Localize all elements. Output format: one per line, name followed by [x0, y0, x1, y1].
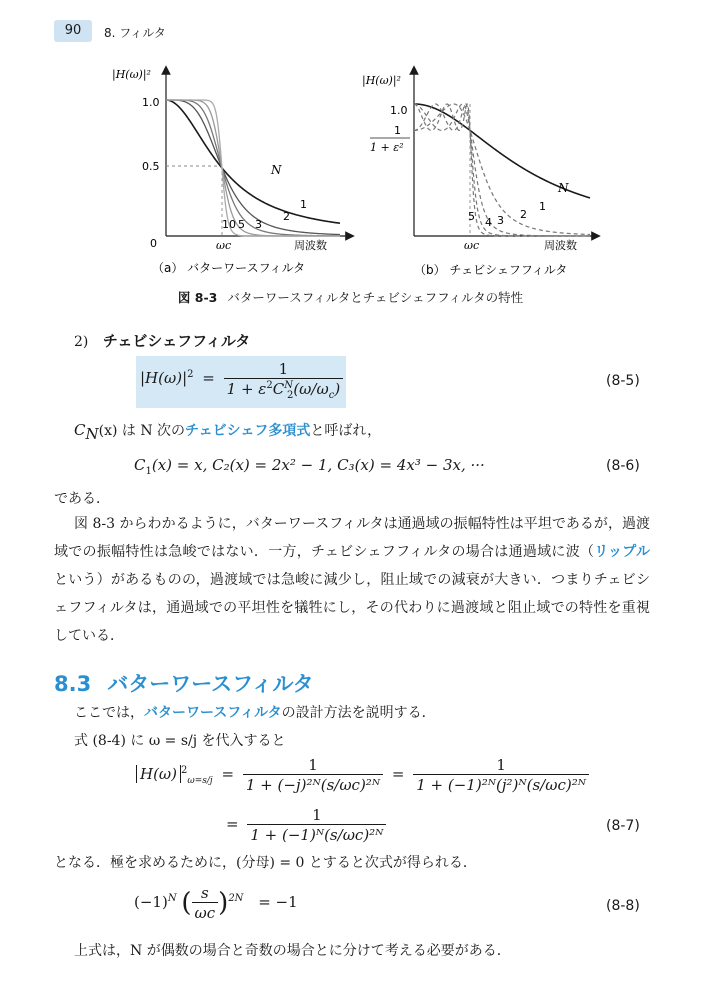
- subsection-number: 2): [74, 334, 89, 350]
- left-xlabel: 周波数: [294, 239, 327, 252]
- butterworth-curve-n2: [166, 100, 340, 235]
- right-n-label: N: [558, 181, 569, 195]
- paragraph-comparison: 図 8-3 からわかるように，バターワースフィルタは通過域の振幅特性は平坦であるが，過渡域での振幅特性は急峻ではない．一方，チェビシェフフィルタの場合は通過域に波（リップルという）があるものの，過渡域では急峻に減少し，阻止域での減衰が大きい．つまりチェビシェフフィルタは，通過域での平坦性を犠牲にし，その代わりに過渡域と阻止域での特性を重視している．: [54, 516, 650, 644]
- eq85-den: $1 + \varepsilon^2C^N_2(\omega/\omega_c)$: [224, 378, 344, 398]
- eq85-num: 1: [278, 360, 289, 378]
- eq87-exp: 2: [181, 765, 188, 776]
- cheb-label-2: 2: [520, 208, 527, 221]
- paragraph-substitute: 式 (8-4) に ω = s/j を代入すると: [74, 733, 286, 749]
- equation-8-7-line2: = $\frac{1}{\text{1 + (−1)ᴺ(s/ωc)²ᴺ}}$: [222, 806, 386, 844]
- paragraph-poles: となる．極を求めるために，(分母) = 0 とすると次式が得られる．: [54, 855, 477, 871]
- paragraph-cn: $C_N(x)$ は N 次のチェビシェフ多項式と呼ばれ，: [74, 421, 382, 443]
- right-ytick-ripple-den: 1 + ε²: [370, 141, 404, 154]
- paragraph-intro: ここでは，バターワースフィルタの設計方法を説明する．: [74, 705, 436, 721]
- equation-8-8: $(-1)^N$ ( $\frac{s}{\omega c}$ )$^{2N}$ = −1: [134, 884, 298, 922]
- eq85-fraction: [224, 360, 344, 401]
- butterworth-plot: [112, 68, 350, 252]
- cheb-label-1: 1: [539, 200, 546, 213]
- eq87-frac3: $\frac{1}{\text{1 + (−1)ᴺ(s/ωc)²ᴺ}}$: [247, 806, 386, 844]
- eq85-exp: 2: [187, 369, 194, 380]
- eq87-frac2: $\frac{1}{\text{1 + (−1)²ᴺ(j²)ᴺ(s/ωc)²ᴺ}}$: [413, 756, 589, 794]
- order-label-5: 5: [238, 218, 245, 231]
- cheb-label-3: 3: [497, 214, 504, 227]
- eq-number-8-6: (8-6): [606, 458, 640, 474]
- section-number: 8.3: [54, 672, 92, 696]
- figure-8-3: [0, 0, 701, 300]
- eq87-frac1: $\frac{1}{\text{1 + (−j)²ᴺ(s/ωc)²ᴺ}}$: [243, 756, 383, 794]
- subcaption-b: （b） チェビシェフフィルタ: [414, 263, 568, 277]
- left-ytick-05: 0.5: [142, 160, 160, 173]
- right-ytick-1: 1.0: [390, 104, 408, 117]
- eq-number-8-8: (8-8): [606, 898, 640, 914]
- subsection-title: チェビシェフフィルタ: [102, 332, 251, 350]
- cheb-label-4: 4: [485, 216, 492, 229]
- equation-8-5: [140, 360, 343, 401]
- left-origin: 0: [150, 237, 157, 250]
- left-xtick-wc: ωc: [216, 239, 232, 252]
- left-ytick-1: 1.0: [142, 96, 160, 109]
- eq87-lhs: H(ω): [136, 765, 181, 783]
- eq-number-8-5: (8-5): [606, 373, 640, 389]
- right-ytick-ripple-num: 1: [394, 124, 401, 137]
- page-number: 90: [54, 20, 92, 42]
- eq87-sub: ω=s/j: [187, 776, 213, 786]
- equation-8-7-line1: H(ω) $^2_{\omega=s/j}$ = $\frac{1}{\text{1 + (−j)²ᴺ(s/ωc)²ᴺ}}$ = $\frac{1}{\text{1 + (−1)²ᴺ(j²)ᴺ(s/ωc)²ᴺ}}$: [136, 756, 589, 794]
- right-ylabel: |H(ω)|²: [362, 74, 401, 87]
- eq85-equals: =: [202, 369, 215, 387]
- figure-caption: [0, 288, 701, 306]
- order-label-1: 1: [300, 198, 307, 211]
- right-xlabel: 周波数: [544, 239, 577, 252]
- section-heading: [54, 668, 330, 698]
- right-xtick-wc: ωc: [464, 239, 480, 252]
- paragraph-dearu: である．: [54, 491, 110, 507]
- eq85-lhs: |H(ω)|: [140, 369, 188, 387]
- cheb-label-5: 5: [468, 210, 475, 223]
- paragraph-even-odd: 上式は，N が偶数の場合と奇数の場合とに分けて考える必要がある．: [74, 943, 511, 959]
- eq-number-8-7: (8-7): [606, 818, 640, 834]
- left-ylabel: |H(ω)|²: [112, 68, 151, 81]
- section-title: バターワースフィルタ: [107, 672, 314, 696]
- figure-number: 図 8-3: [177, 290, 218, 305]
- term-chebyshev-polynomial: チェビシェフ多項式: [185, 423, 311, 439]
- equation-8-6: $C_1(x) = x$, C₂(x) = 2x² − 1, C₃(x) = 4x³ − 3x, ···: [134, 456, 485, 477]
- subsection-heading: [74, 330, 250, 351]
- subcaption-a: （a） バターワースフィルタ: [152, 261, 306, 275]
- chebyshev-plot: [362, 70, 596, 252]
- left-n-label: N: [271, 163, 282, 177]
- order-label-3: 3: [255, 218, 262, 231]
- running-head: 8. フィルタ: [104, 26, 166, 40]
- butterworth-curve-n1: [166, 100, 340, 223]
- order-label-2: 2: [283, 210, 290, 223]
- figure-title: バターワースフィルタとチェビシェフフィルタの特性: [227, 290, 524, 305]
- term-ripple: リップル: [594, 544, 650, 560]
- term-butterworth: バターワースフィルタ: [144, 705, 282, 721]
- order-label-10: 10: [222, 218, 236, 231]
